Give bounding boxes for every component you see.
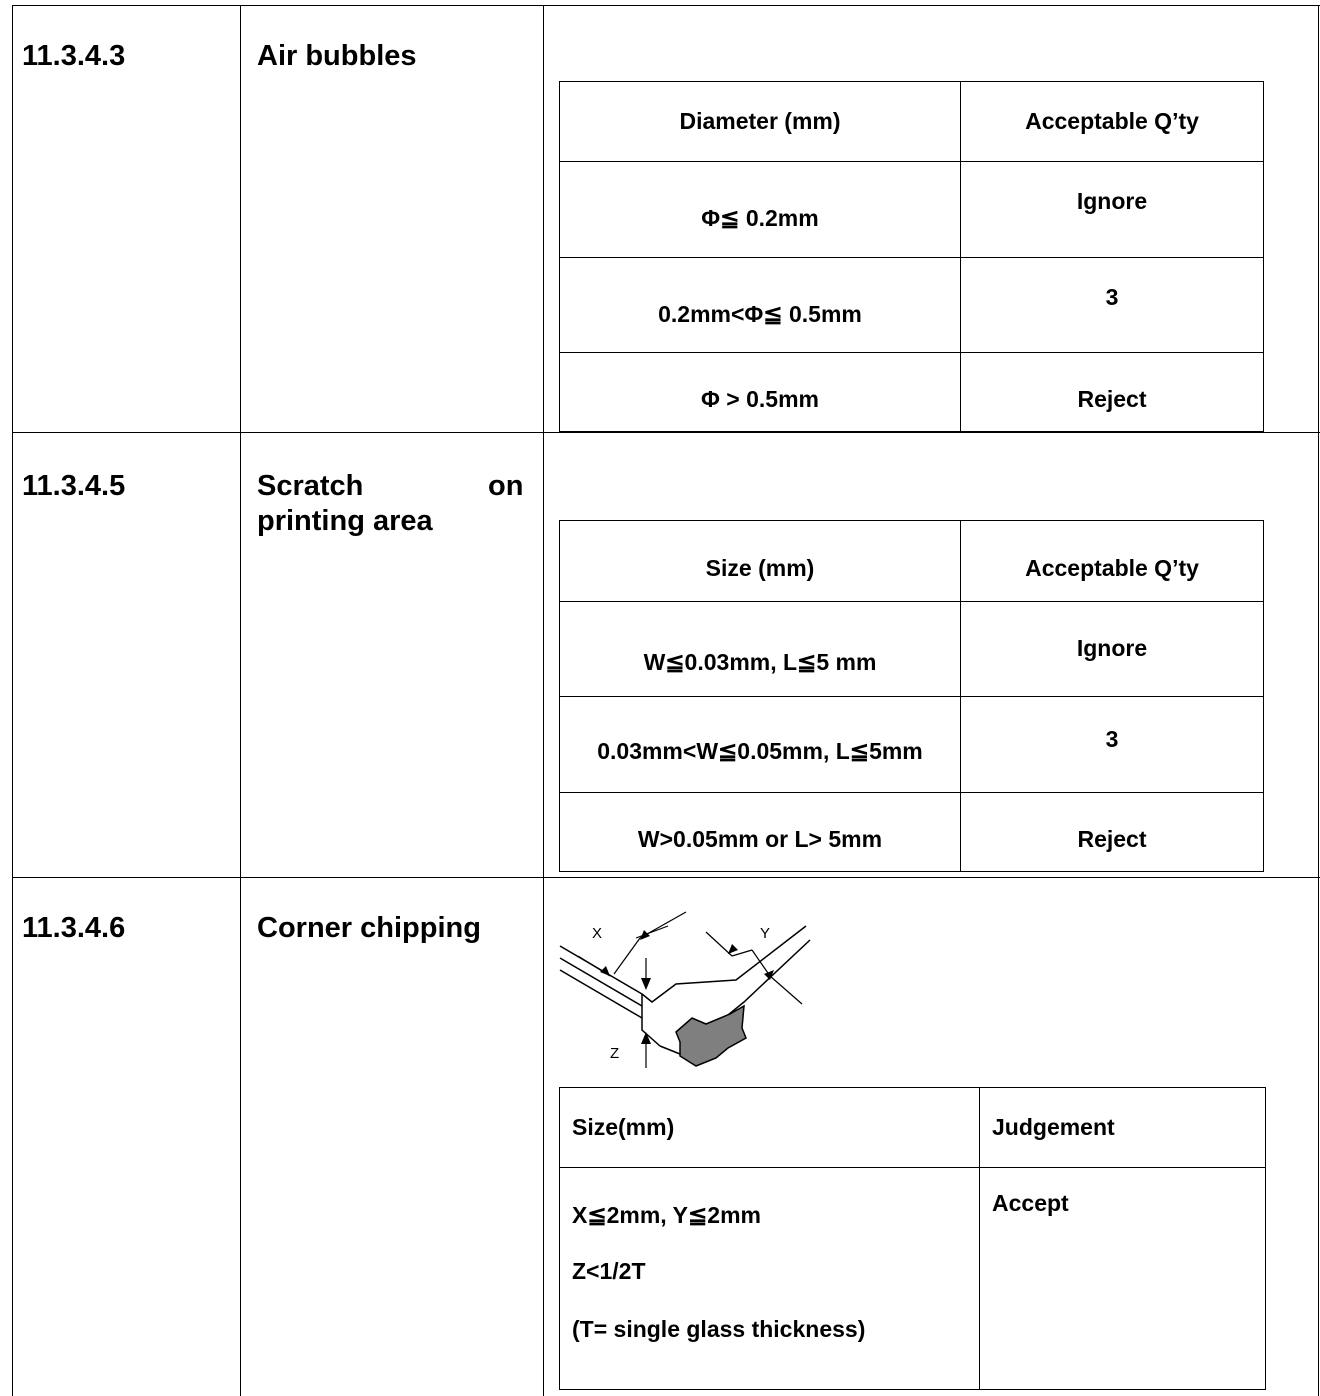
column-header: Size (mm) <box>560 521 961 602</box>
column-header: Judgement <box>980 1088 1266 1168</box>
size-line: Z<1/2T <box>572 1258 646 1284</box>
table-header-row <box>560 1088 1266 1168</box>
diagram-label-z: Z <box>610 1045 620 1062</box>
section-title-word: on <box>488 470 524 502</box>
corner-chipping-table <box>559 1087 1266 1390</box>
section-title-word: Scratch <box>257 470 364 502</box>
chipped-area-shape <box>676 1006 746 1066</box>
table-cell: Φ≦ 0.2mm <box>560 162 961 258</box>
column-header: Diameter (mm) <box>560 82 961 162</box>
section-title: Corner chipping <box>257 912 481 944</box>
table-cell: Φ > 0.5mm <box>560 353 961 432</box>
row-divider-2 <box>12 877 1320 878</box>
judgement-cell: Accept <box>980 1168 1266 1390</box>
table-header-row <box>560 521 1264 602</box>
row-divider-1 <box>12 432 1320 433</box>
table-cell: 3 <box>961 258 1264 353</box>
section-number: 11.3.4.5 <box>22 470 126 502</box>
table-cell: W>0.05mm or L> 5mm <box>560 793 961 872</box>
z-arrow-icon <box>641 978 651 990</box>
column-header: Size(mm) <box>560 1088 980 1168</box>
z-arrow-icon <box>641 1032 651 1044</box>
y-arrow-icon <box>728 944 738 954</box>
table-header-row <box>560 82 1264 162</box>
section-title-line: printing area <box>257 505 433 537</box>
frame-top-border <box>12 5 1320 6</box>
table-row <box>560 162 1264 258</box>
air-bubbles-table <box>559 81 1264 432</box>
column-header: Acceptable Q’ty <box>961 82 1264 162</box>
table-row <box>560 697 1264 793</box>
table-row <box>560 353 1264 432</box>
column-divider-2 <box>543 5 544 1396</box>
table-row <box>560 1168 1266 1390</box>
size-line: X≦2mm, Y≦2mm <box>572 1202 761 1228</box>
table-cell: Reject <box>961 793 1264 872</box>
table-row <box>560 793 1264 872</box>
table-cell: Ignore <box>961 162 1264 258</box>
x-arrow-icon <box>600 966 610 976</box>
section-title: Air bubbles <box>257 40 417 72</box>
column-header: Acceptable Q’ty <box>961 521 1264 602</box>
table-cell: 0.2mm<Φ≦ 0.5mm <box>560 258 961 353</box>
size-line: (T= single glass thickness) <box>572 1316 866 1342</box>
frame-right-border <box>1318 5 1319 1396</box>
frame-left-border <box>12 5 13 1396</box>
size-cell <box>560 1168 980 1390</box>
x-dimension-lines <box>578 912 686 976</box>
scratch-table <box>559 520 1264 872</box>
table-row <box>560 258 1264 353</box>
diagram-label-x: X <box>592 925 603 942</box>
table-cell: 3 <box>961 697 1264 793</box>
table-row <box>560 602 1264 697</box>
section-number: 11.3.4.3 <box>22 40 126 72</box>
column-divider-1 <box>240 5 241 1396</box>
x-arrow-icon <box>640 930 650 940</box>
table-cell: Ignore <box>961 602 1264 697</box>
section-number: 11.3.4.6 <box>22 912 126 944</box>
diagram-label-y: Y <box>760 925 771 942</box>
table-cell: Reject <box>961 353 1264 432</box>
table-cell: 0.03mm<W≦0.05mm, L≦5mm <box>560 697 961 793</box>
corner-chipping-diagram <box>556 906 818 1071</box>
table-cell: W≦0.03mm, L≦5 mm <box>560 602 961 697</box>
